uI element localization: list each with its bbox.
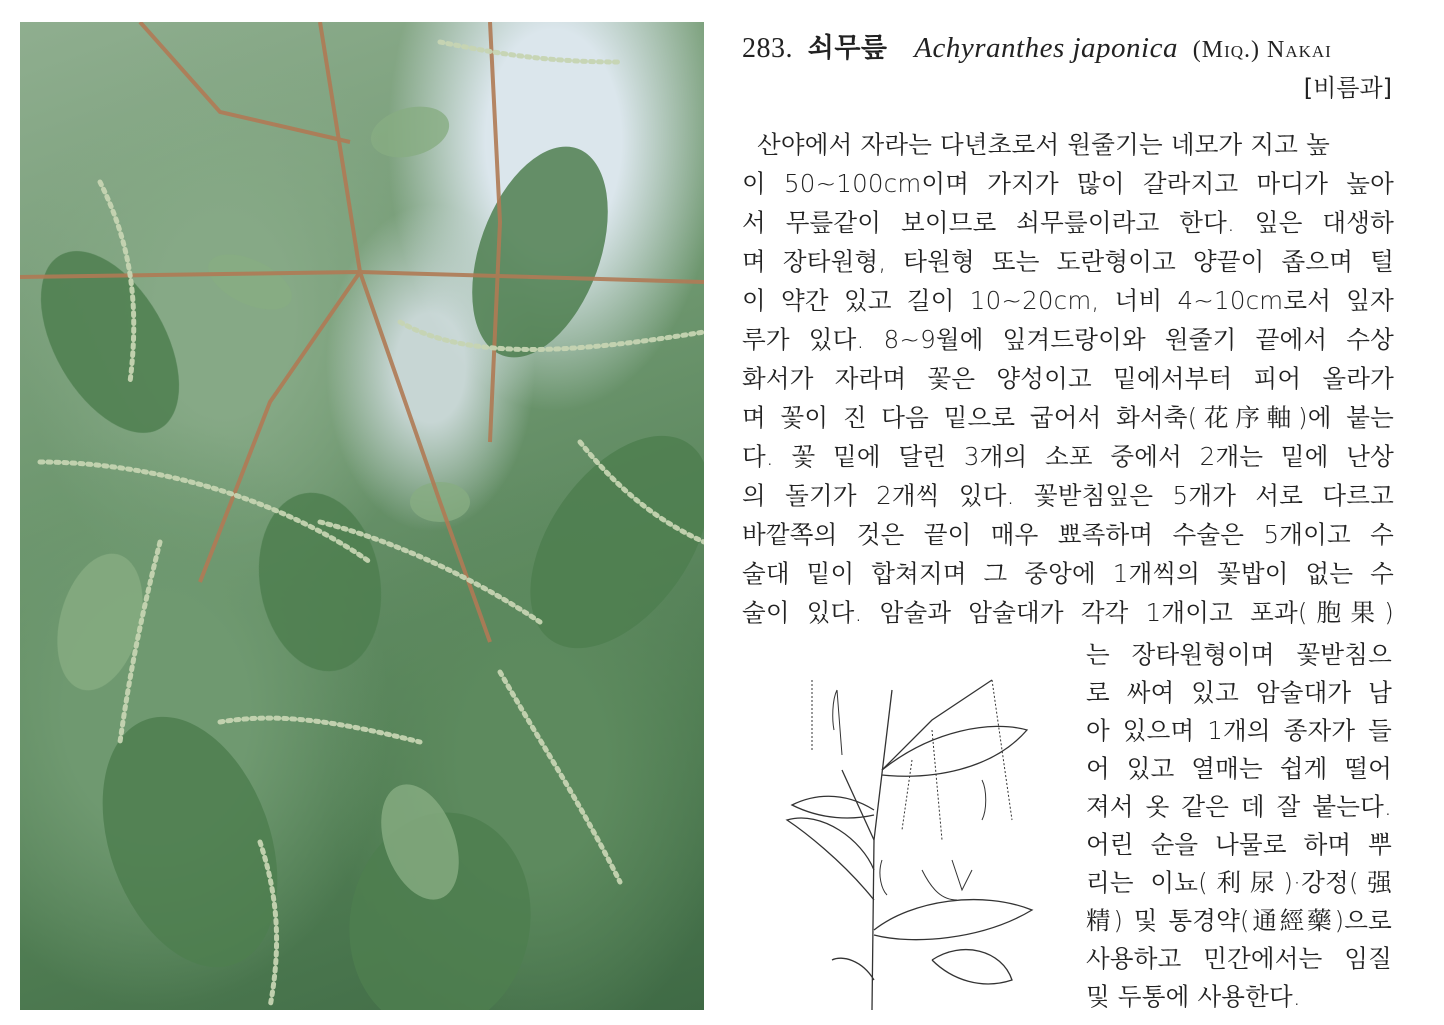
botanical-line-drawing [782, 660, 1052, 1010]
body-line: 어린 순을 나물로 하며 뿌 [1086, 830, 1392, 859]
foliage-illustration [20, 22, 704, 1010]
body-line: 다. 꽃 밑에 달린 3개의 소포 중에서 2개는 밑에 난상 [742, 442, 1394, 471]
body-line: 및 두통에 사용한다. [1086, 982, 1301, 1011]
author-citation: (Miq.) Nakai [1192, 37, 1332, 63]
body-line: 로 싸여 있고 암술대가 남 [1086, 678, 1392, 707]
entry-number: 283. [742, 33, 793, 64]
body-line: 루가 있다. 8~9월에 잎겨드랑이와 원줄기 끝에서 수상 [742, 325, 1394, 354]
body-line: 서 무릎같이 보이므로 쇠무릎이라고 한다. 잎은 대생하 [742, 208, 1394, 237]
body-line: 화서가 자라며 꽃은 양성이고 밑에서부터 피어 올라가 [742, 364, 1394, 393]
body-line: 사용하고 민간에서는 임질 [1086, 944, 1392, 973]
entry-title [742, 26, 1402, 66]
body-line: 술대 밑이 합쳐지며 그 중앙에 1개씩의 꽃밥이 없는 수 [742, 559, 1394, 588]
family-name: [비름과] [1303, 74, 1392, 102]
body-line: 며 꽃이 진 다음 밑으로 굽어서 화서축(花序軸)에 붙는 [742, 403, 1394, 432]
body-line: 아 있으며 1개의 종자가 들 [1086, 716, 1392, 745]
body-line: 어 있고 열매는 쉽게 떨어 [1086, 754, 1392, 783]
korean-name: 쇠무릎 [807, 33, 888, 64]
body-line: 며 장타원형, 타원형 또는 도란형이고 양끝이 좁으며 털 [742, 247, 1394, 276]
plant-sketch-icon [782, 660, 1052, 1010]
plant-photo [20, 22, 704, 1010]
body-line: 바깥쪽의 것은 끝이 매우 뾰족하며 수술은 5개이고 수 [742, 520, 1394, 549]
body-line: 精) 및 통경약(通經藥)으로 [1086, 906, 1392, 935]
body-line: 는 장타원형이며 꽃받침으 [1086, 640, 1392, 669]
body-line: 의 돌기가 2개씩 있다. 꽃받침잎은 5개가 서로 다르고 [742, 481, 1394, 510]
body-line: 이 50~100cm이며 가지가 많이 갈라지고 마디가 높아 [742, 169, 1394, 198]
body-line: 이 약간 있고 길이 10~20cm, 너비 4~10cm로서 잎자 [742, 286, 1394, 315]
body-line: 산야에서 자라는 다년초로서 원줄기는 네모가 지고 높 [757, 130, 1330, 159]
body-line: 져서 옷 같은 데 잘 붙는다. [1086, 792, 1392, 821]
body-line: 리는 이뇨(利尿)·강정(强 [1086, 868, 1392, 897]
scientific-name: Achyranthes japonica [914, 32, 1178, 64]
body-line: 술이 있다. 암술과 암술대가 각각 1개이고 포과(胞果) [742, 598, 1394, 627]
